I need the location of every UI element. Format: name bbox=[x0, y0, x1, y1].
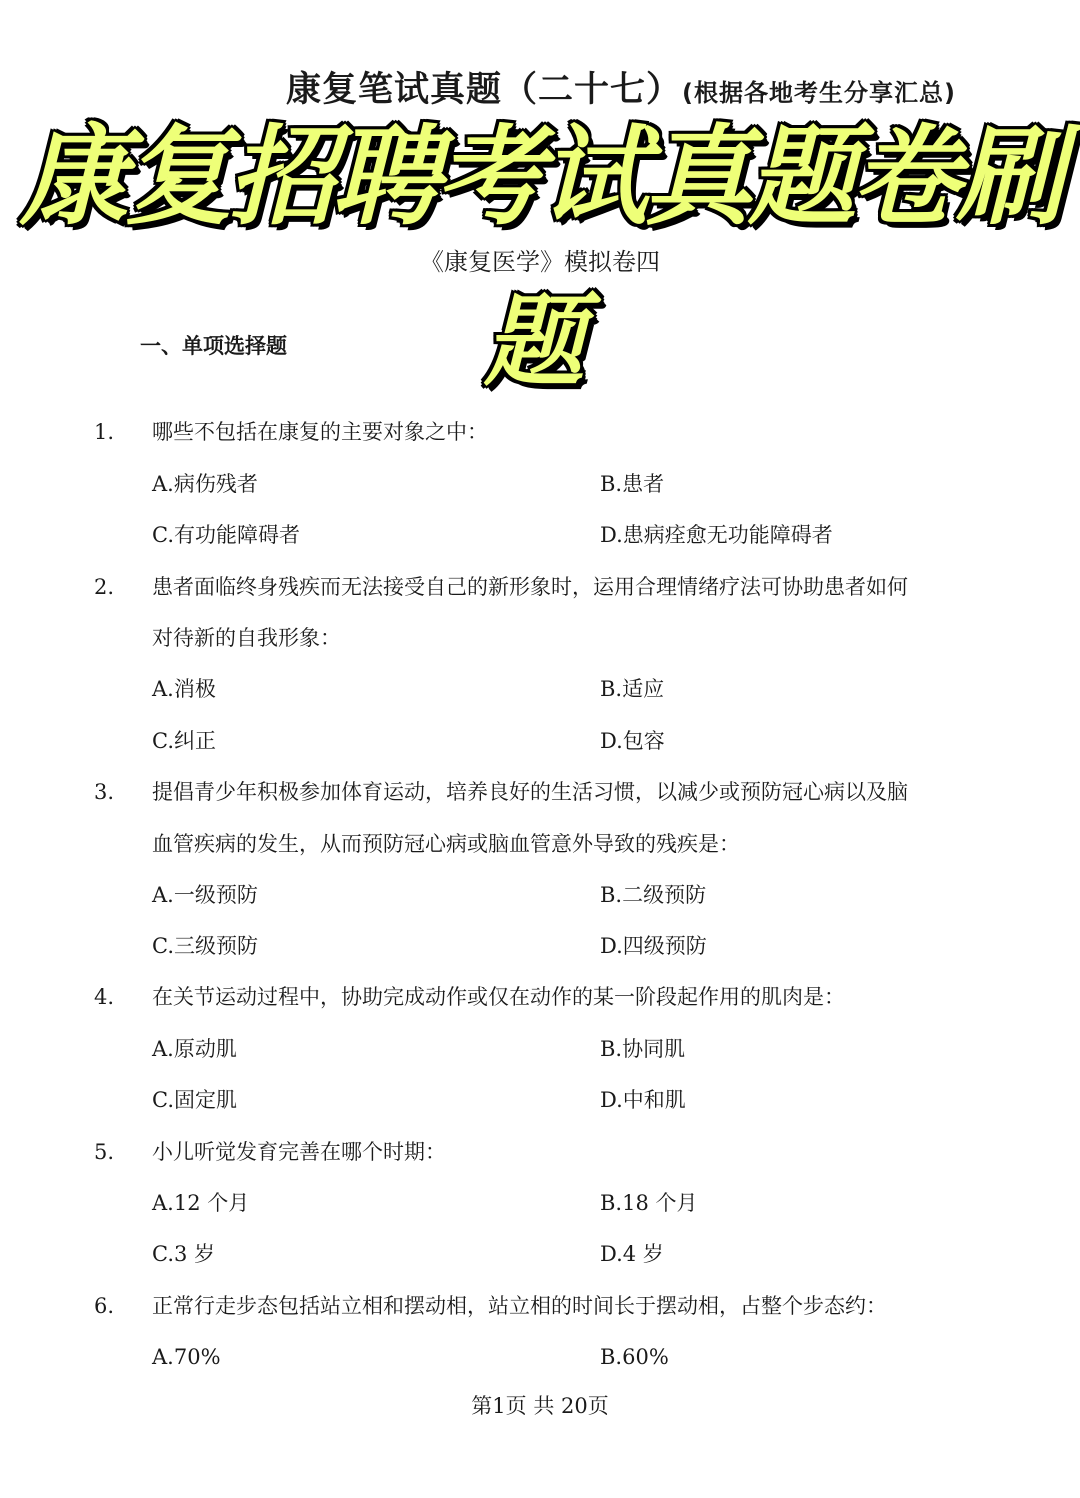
option-a: A.一级预防 bbox=[152, 883, 258, 907]
header-title bbox=[286, 62, 956, 112]
question-text-cont: 对待新的自我形象： bbox=[152, 626, 341, 650]
option-d: D.患病痊愈无功能障碍者 bbox=[600, 523, 833, 547]
question-number: 5. bbox=[94, 1140, 115, 1164]
header-title-sub: (根据各地考生分享汇总) bbox=[682, 79, 956, 107]
option-c: C.3 岁 bbox=[152, 1242, 216, 1266]
question-text: 在关节运动过程中，协助完成动作或仅在动作的某一阶段起作用的肌肉是： bbox=[152, 985, 845, 1009]
option-c: C.三级预防 bbox=[152, 934, 258, 958]
question-number: 3. bbox=[94, 780, 115, 804]
option-a: A.原动肌 bbox=[152, 1037, 237, 1061]
section-heading: 一、单项选择题 bbox=[140, 334, 287, 358]
option-b: B.适应 bbox=[600, 677, 665, 701]
question-text: 正常行走步态包括站立相和摆动相，站立相的时间长于摆动相，占整个步态约： bbox=[152, 1294, 887, 1318]
question-text: 患者面临终身残疾而无法接受自己的新形象时，运用合理情绪疗法可协助患者如何 bbox=[152, 575, 908, 599]
question-number: 1. bbox=[94, 420, 115, 444]
page-footer: 第1页 共 20页 bbox=[471, 1394, 609, 1418]
banner-overlay-line2: 题 bbox=[484, 283, 580, 400]
option-c: C.固定肌 bbox=[152, 1088, 237, 1112]
question-number: 6. bbox=[94, 1294, 115, 1318]
option-d: D.中和肌 bbox=[600, 1088, 686, 1112]
question-text: 小儿听觉发育完善在哪个时期： bbox=[152, 1140, 446, 1164]
paper-subtitle: 《康复医学》模拟卷四 bbox=[420, 248, 660, 276]
option-d: D.四级预防 bbox=[600, 934, 707, 958]
option-b: B.18 个月 bbox=[600, 1191, 698, 1215]
option-a: A.病伤残者 bbox=[152, 472, 258, 496]
question-number: 4. bbox=[94, 985, 115, 1009]
option-b: B.协同肌 bbox=[600, 1037, 686, 1061]
question-text-cont: 血管疾病的发生，从而预防冠心病或脑血管意外导致的残疾是： bbox=[152, 832, 740, 856]
question-text: 哪些不包括在康复的主要对象之中： bbox=[152, 420, 488, 444]
option-b: B.二级预防 bbox=[600, 883, 707, 907]
header-title-main: 康复笔试真题（二十七） bbox=[286, 69, 683, 110]
option-b: B.60% bbox=[600, 1345, 669, 1369]
question-number: 2. bbox=[94, 575, 115, 599]
option-d: D.4 岁 bbox=[600, 1242, 664, 1266]
option-c: C.有功能障碍者 bbox=[152, 523, 300, 547]
option-d: D.包容 bbox=[600, 729, 665, 753]
option-a: A.消极 bbox=[152, 677, 216, 701]
question-text: 提倡青少年积极参加体育运动，培养良好的生活习惯，以减少或预防冠心病以及脑 bbox=[152, 780, 908, 804]
option-c: C.纠正 bbox=[152, 729, 216, 753]
banner-overlay-line1: 康复招聘考试真题卷刷 bbox=[19, 115, 1060, 240]
option-b: B.患者 bbox=[600, 472, 665, 496]
option-a: A.70% bbox=[152, 1345, 221, 1369]
option-a: A.12 个月 bbox=[152, 1191, 250, 1215]
